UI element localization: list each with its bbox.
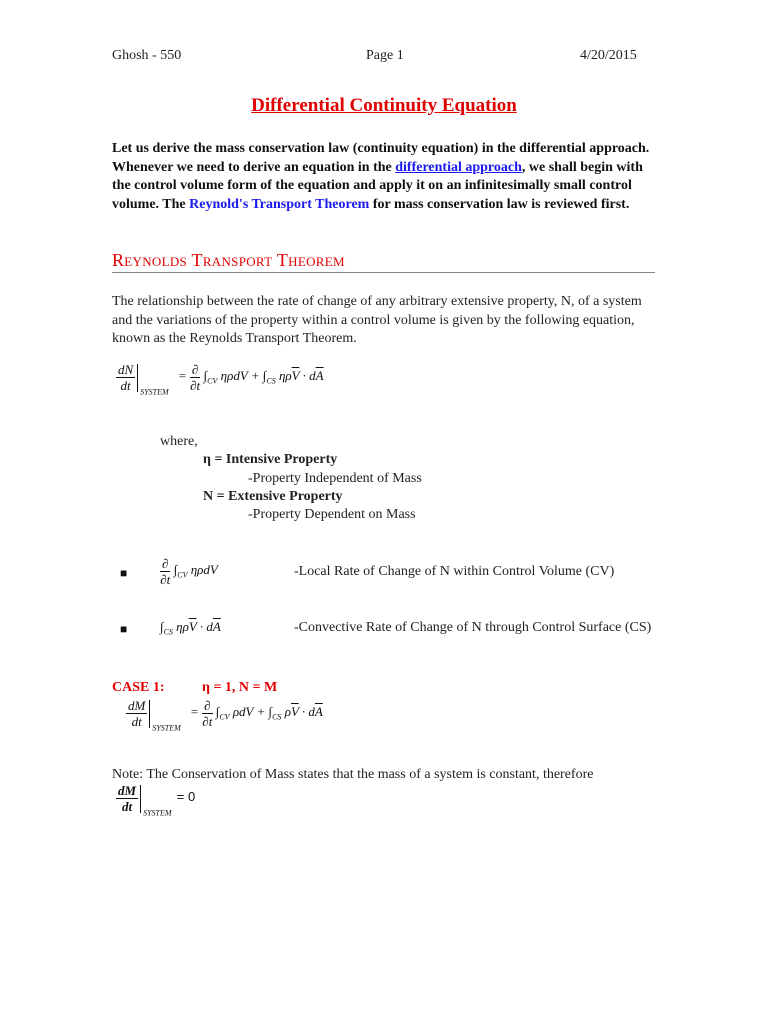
rtt-equation: $\frac{dN}{dt}$ $_{SYSTEM}$ = $\frac{\partial}{\partial t}$ $\int_{CV}$ $\eta\rho dV + \int_{CS}$ $\eta\rho\overline{V} \cdot d\overline{A}$ [118,362,324,397]
header-page: Page 1 [366,48,404,63]
case1-label: CASE 1: [112,680,165,695]
header-date: 4/20/2015 [580,48,637,63]
local-rate-equation: $\frac{\partial}{\partial t}$ $\int_{CV}$ ηρdV [160,556,218,587]
differential-approach-link[interactable]: differential approach [395,159,522,175]
bullet-marker: ■ [120,622,128,636]
case1-condition: η = 1, N = M [202,680,278,695]
note-text: Note: The Conservation of Mass states that the mass of a system is constant, therefore [112,767,594,782]
bullet-marker: ■ [120,566,128,580]
eta-description: -Property Independent of Mass [248,471,422,486]
mass-conservation-equation: $\frac{dM}{dt}$ $_{SYSTEM}$ = 0 [118,783,196,818]
intro-text-3: for mass conservation law is reviewed first. [369,196,630,212]
eta-definition: η = Intensive Property [203,452,338,467]
equals-zero: = 0 [176,789,196,805]
case1-equation: $\frac{dM}{dt}$ $_{SYSTEM}$ = $\frac{\partial}{\partial t}$ $\int_{CV}$ $\rho dV + \int_{CS}$ $\rho\overline{V} \cdot d\overline{A}$ [128,698,323,733]
convective-rate-equation: $\int_{CS}$ $\eta\rho\overline{V} \cdot d\overline{A}$ [160,619,221,637]
header-author: Ghosh - 550 [112,48,182,63]
section-divider [112,272,655,273]
n-description: -Property Dependent on Mass [248,507,416,522]
where-label: where, [160,434,198,449]
reynolds-theorem-link[interactable]: Reynold's Transport Theorem [189,196,370,212]
intro-paragraph [112,140,664,214]
section-heading: Reynolds Transport Theorem [112,250,345,270]
page-title: Differential Continuity Equation [251,95,517,116]
intro-text-2: , we shall begin with the control volume form of the equation and apply it on an infinitesimally small control volume. The [112,159,643,212]
rtt-paragraph: The relationship between the rate of change of any arbitrary extensive property, N, of a system and the variations of the property within a control volume is given by the following equation, known as the Reynolds Transport Theorem. [112,294,642,346]
local-rate-description: -Local Rate of Change of N within Control Volume (CV) [294,564,615,579]
n-definition: N = Extensive Property [203,489,343,504]
convective-rate-description: -Convective Rate of Change of N through Control Surface (CS) [294,620,652,635]
intro-text-1: Let us derive the mass conservation law (continuity equation) in the differential approach. Whenever we need to derive an equation in the [112,141,650,175]
